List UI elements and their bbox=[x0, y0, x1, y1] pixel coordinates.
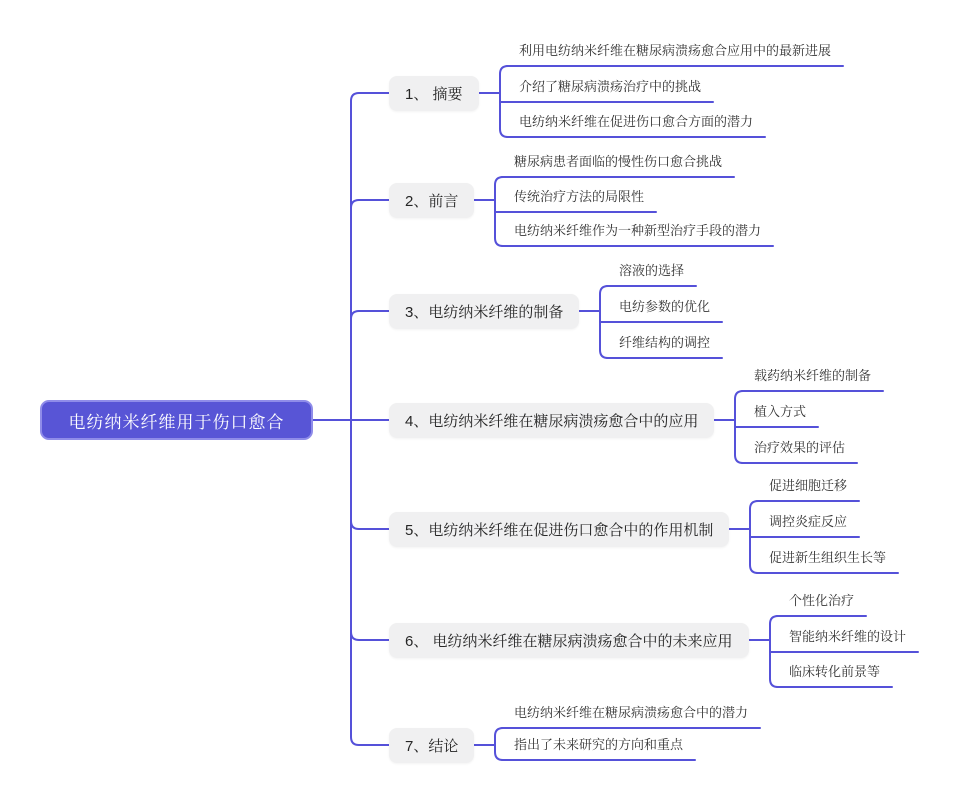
branch-node-application[interactable]: 4、电纺纳米纤维在糖尿病溃疡愈合中的应用 bbox=[389, 403, 714, 438]
subtopic-node-5-2[interactable]: 调控炎症反应 bbox=[769, 514, 848, 529]
subtopic-node-1-2[interactable]: 介绍了糖尿病溃疡治疗中的挑战 bbox=[519, 79, 702, 94]
branch-node-preparation[interactable]: 3、电纺纳米纤维的制备 bbox=[389, 294, 579, 329]
subtopic-node-1-3[interactable]: 电纺纳米纤维在促进伤口愈合方面的潜力 bbox=[519, 114, 754, 129]
subtopic-node-3-2[interactable]: 电纺参数的优化 bbox=[619, 299, 711, 314]
subtopic-node-2-1[interactable]: 糖尿病患者面临的慢性伤口愈合挑战 bbox=[514, 154, 723, 169]
subtopic-node-3-1[interactable]: 溶液的选择 bbox=[619, 263, 685, 278]
subtopic-node-6-2[interactable]: 智能纳米纤维的设计 bbox=[789, 629, 907, 644]
subtopic-node-6-3[interactable]: 临床转化前景等 bbox=[789, 664, 881, 679]
subtopic-node-1-1[interactable]: 利用电纺纳米纤维在糖尿病溃疡愈合应用中的最新进展 bbox=[519, 43, 832, 58]
subtopic-node-2-2[interactable]: 传统治疗方法的局限性 bbox=[514, 189, 645, 204]
branch-node-introduction[interactable]: 2、前言 bbox=[389, 183, 474, 218]
subtopic-node-7-2[interactable]: 指出了未来研究的方向和重点 bbox=[514, 737, 684, 752]
subtopic-node-4-1[interactable]: 载药纳米纤维的制备 bbox=[754, 368, 872, 383]
subtopic-node-3-3[interactable]: 纤维结构的调控 bbox=[619, 335, 711, 350]
branch-node-abstract[interactable]: 1、 摘要 bbox=[389, 76, 479, 111]
branch-node-future[interactable]: 6、 电纺纳米纤维在糖尿病溃疡愈合中的未来应用 bbox=[389, 623, 749, 658]
subtopic-node-7-1[interactable]: 电纺纳米纤维在糖尿病溃疡愈合中的潜力 bbox=[514, 705, 749, 720]
subtopic-node-4-3[interactable]: 治疗效果的评估 bbox=[754, 440, 846, 455]
branch-node-mechanism[interactable]: 5、电纺纳米纤维在促进伤口愈合中的作用机制 bbox=[389, 512, 729, 547]
subtopic-node-5-1[interactable]: 促进细胞迁移 bbox=[769, 478, 848, 493]
root-node[interactable]: 电纺纳米纤维用于伤口愈合 bbox=[40, 400, 313, 440]
subtopic-node-6-1[interactable]: 个性化治疗 bbox=[789, 593, 855, 608]
subtopic-node-5-3[interactable]: 促进新生组织生长等 bbox=[769, 550, 887, 565]
branch-node-conclusion[interactable]: 7、结论 bbox=[389, 728, 474, 763]
subtopic-node-2-3[interactable]: 电纺纳米纤维作为一种新型治疗手段的潜力 bbox=[514, 223, 762, 238]
subtopic-node-4-2[interactable]: 植入方式 bbox=[754, 404, 807, 419]
